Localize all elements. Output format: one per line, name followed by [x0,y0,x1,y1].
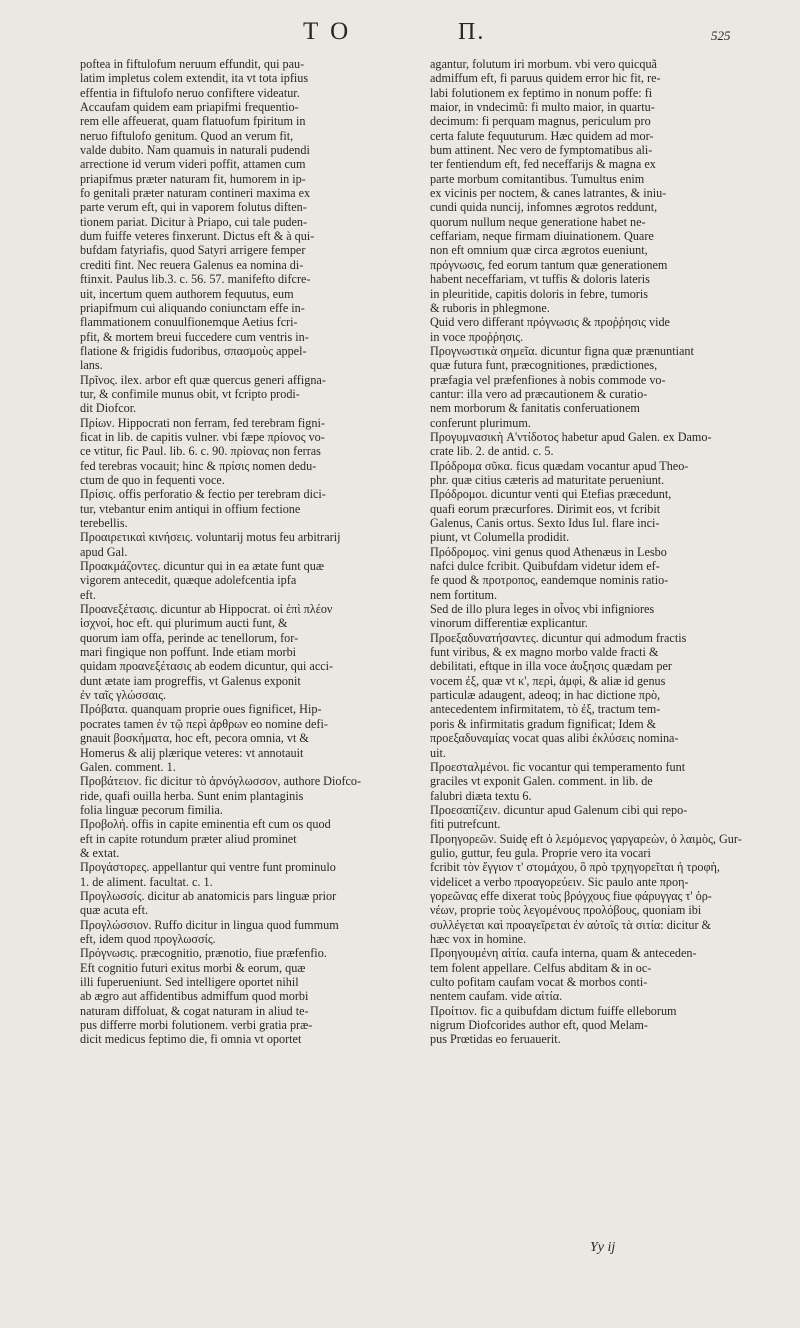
page-header [60,18,760,58]
left-column-line: apud Gal. [80,544,128,559]
left-column-line: pfit, & mortem breui fuccedere cum ventris in- [80,329,309,344]
right-column-line: non eft omnium quæ circa ægrotos eueniunt, [430,243,648,258]
left-column-line: effentia in fiftulofo neruo confiftere videatur. [80,85,300,100]
left-column-line: tur, vtebantur enim antiqui in offium fectione [80,501,301,516]
left-column-line: eft. [80,587,96,602]
left-column-line: Πρόβατα. quanquam proprie oues fignificet, Hip- [80,702,322,717]
right-column-line: ceffariam, neque firmam diuinationem. Quare [430,229,654,244]
left-column-line: poftea in fiftulofum neruum effundit, qui pau- [80,57,305,71]
left-column-line: Προβάτειον. fic dicitur τὸ ἀρνόγλωσσον, authore Diofco- [80,774,362,789]
right-column-line: hæc vox in homine. [430,931,527,946]
left-column-line: tionem pariat. Dicitur à Priapo, cui tale puden- [80,214,308,229]
right-column-line: labi folutionem ex feptimo in nonum poffe: fi [430,85,653,100]
right-column-line: nentem caufam. vide αἰτία. [430,989,563,1004]
left-column-line: valde dubito. Nam quamuis in naturali pudendi [80,143,310,158]
right-column-line: quafi eorum præcurfores. Dirimit eos, vt fcribit [430,501,661,516]
left-column-line: Accaufam quidem eam priapifmi frequentio- [80,100,299,115]
left-column-line: Πρόγνωσις. præcognitio, prænotio, fiue præfenfio. [80,946,327,961]
left-column-line: neruo fiftulofo genitum. Quod an verum fit, [80,128,294,143]
left-column-line: flammationem conuulfionemque Aetius fcri- [80,315,298,330]
signature-mark: Yy ij [590,1240,616,1255]
left-column-line: quorum iam offa, perinde ac tenellorum, for- [80,630,299,645]
left-column-line: bufdam fatyriafis, quod Satyri arrigere femper [80,243,306,258]
left-column-line: Προανεξέτασις. dicuntur ab Hippocrat. οἱ ἐπὶ πλέον [80,602,333,617]
left-column-line: Πρίων. Hippocrati non ferram, fed terebram figni- [80,415,325,430]
left-column-line: uit, incertum quem authorem fequutus, eum [80,286,294,301]
left-column-line: folia linguæ pecorum fimilia. [80,802,223,817]
right-column-line: Sed de illo plura leges in οἶνος vbi infigniores [430,602,655,617]
left-column-line: priapifmum cui aliquando coniunctam effe in- [80,300,305,315]
left-column-line: Προγάστορες. appellantur qui ventre funt prominulo [80,860,336,875]
right-column-line: fcribit τὸν ἔγγιον τ' στομάχου, ὃ πρὸ τρχηγορεῖται ἡ τροφὴ, [430,860,720,875]
left-column-line: quidam προανεξέτασις ab eodem dicuntur, qui acci- [80,659,334,674]
left-column-line: Homerus & alij plærique veteres: vt annotauit [80,745,304,760]
left-column-line: ficat in lib. de capitis vulner. vbi fæpe πρίονος vo- [80,429,325,444]
right-column-line: pus Prœtidas eo feruauerit. [430,1032,561,1047]
right-column-line: falubri diæta textu 6. [430,788,532,803]
right-column-line: parte morbum comitantibus. Tumultus enim [430,171,645,186]
left-column-line: ftinxit. Paulus lib.3. c. 56. 57. manifefto difcre- [80,272,311,287]
right-column-line: nafci dulce fcribit. Quibufdam videtur idem ef- [430,559,660,574]
right-column-line: præfagia vel præfenfiones à nobis commode vo- [430,372,666,387]
left-column-line: ce vtitur, fic Paul. lib. 6. c. 90. πρίονας non ferras [80,444,321,459]
right-column-line: Πρόδρομοι. dicuntur venti qui Etefias præcedunt, [430,487,672,502]
right-column-line: ex vicinis per noctem, & canes latrantes, & iniu- [430,186,667,201]
right-column-line: quæ futura funt, præcognitiones, prædictiones, [430,358,658,373]
right-column-line: nigrum Diofcorides author eft, quod Melam- [430,1018,648,1033]
right-column-line: agantur, folutum iri morbum. vbi vero quicquã [430,57,657,71]
right-column-line: poris & infirmitatis gradum fignificat; Idem & [430,716,657,731]
left-column-line: Προακμάζοντες. dicuntur qui in ea ætate funt quæ [80,559,324,574]
left-column-line: eft, idem quod προγλωσσίς. [80,931,216,946]
left-column-line: 1. de aliment. facultat. c. 1. [80,874,213,889]
right-column-line: ter fentiendum eft, fed neceffarijs & magna ex [430,157,656,172]
right-column-line: antecedentem infirmitatem, τὸ ἐξ, tractum tem- [430,702,661,717]
left-column-line: Προγλώσσιον. Ruffo dicitur in lingua quod fummum [80,917,339,932]
right-column-line: in voce προῤῥησις. [430,329,524,344]
left-column-line: pus differre morbi folutionem. verbi gratia præ- [80,1018,313,1033]
left-column-line: naturam diffoluat, & cogat naturam in aliud te- [80,1003,309,1018]
left-column-line: eft in capite rotundum præter aliud prominet [80,831,297,846]
running-head-right: П. [458,19,486,45]
right-column-line: Προεσαπίζειν. dicuntur apud Galenum cibi qui repo- [430,802,688,817]
right-column-line: habent neceffariam, vt tuffis & doloris lateris [430,272,650,287]
left-column-line: flatione & frigidis fudoribus, σπασμοὺς appel- [80,343,307,358]
right-column-line: & ruboris in phlegmone. [430,300,550,315]
right-column-line: maior, in vndecimũ: fi multo maior, in quartu- [430,100,655,115]
right-column-line: uit. [430,745,446,760]
right-column-line: culto pofitam caufam vocat & morbos conti- [430,975,648,989]
right-column-line: tem folent appellare. Celfus abditam & in oc- [430,960,652,975]
left-column-line: Προαιρετικαὶ κινήσεις. voluntarij motus feu arbitrarij [80,530,341,545]
left-column [80,57,410,1047]
right-column-line: Προγυμνασικὴ A'ντίδοτος habetur apud Galen. ex Damo- [430,429,712,444]
left-column-line: gnauit βοσκήματα, hoc eft, pecora omnia, vt & [80,731,309,746]
right-column-line: nem fortitum. [430,587,498,602]
right-column-line: bum attinent. Nec vero de fymptomatibus ali- [430,143,653,158]
right-column-line: conferunt plurimum. [430,415,531,430]
left-column-line: fo genitali præter naturam contineri maxima ex [80,186,311,201]
right-column-line: quorum nullum neque generatione habet ne- [430,214,646,229]
left-column-line: dum fuiffe veteres finxerunt. Dictus eft & à qui- [80,229,315,244]
left-column-line: tur, & confimile munus obit, vt fcripto prodi- [80,386,300,401]
right-column-line: Quid vero differant πρόγνωσις & προῤῥησις vide [430,315,670,330]
left-column-line: ἐν ταῖς γλώσσαις. [80,688,167,703]
right-column-line: vinorum differentiæ explicantur. [430,616,588,631]
right-column-line: Προεσταλμένοι. fic vocantur qui temperamento funt [430,759,686,774]
right-column-line: piunt, vt Columella prodidit. [430,530,570,545]
left-column-line: Galen. comment. 1. [80,759,176,774]
right-column-line: Προίτιον. fic a quibufdam dictum fuiffe elleborum [430,1003,677,1018]
right-column-line: funt viribus, & ex magno morbo valde fracti & [430,645,659,660]
left-column-line: crediti fint. Nec reuera Galenus ea nomina di- [80,257,304,272]
right-column-line: Προηγορεῶν. Suidę eft ὁ λεμόμενος γαργαρεὼν, ὁ λαιμὸς, Gur- [430,831,742,846]
left-column-line: vigorem antecedit, quæque adolefcentia ipfa [80,573,297,588]
left-column-line: pocrates tamen ἐν τῷ περὶ ἀρθρων eo nomine defi- [80,716,328,731]
right-column-line: συλλέγεται καὶ προαγεῖρεται ἐν αὐτοῖς τὰ σιτία: dicitur & [430,917,712,932]
right-column-line: γορεῶνας effe dixerat τοὺς βρόγχους fiue φάρυγγας τ' ὀρ- [430,888,712,903]
right-column-line: Galenus, Canis ortus. Sexto Idus Iul. flare inci- [430,516,660,530]
left-column-line: ctum de quo in fequenti voce. [80,472,225,487]
right-column-line: decimum: fi perquam magnus, periculum pro [430,114,651,129]
left-column-line: ἰσχνοί, hoc eft. qui plurimum aucti funt, & [80,616,288,631]
left-column-line: terebellis. [80,516,128,530]
right-column-line: Προεξαδυνατήσαντες. dicuntur qui admodum fractis [430,630,687,645]
left-column-line: rem elle affeuerat, quam flatuofum fpiritum in [80,114,306,129]
right-column-line: νέων, proprie τοὺς λεγομένους προλόβους, quoniam ibi [430,903,702,918]
right-column-line: cundi quida nuncij, infomnes ægrotos reddunt, [430,200,658,215]
left-column-line: & extat. [80,845,120,860]
right-column-line: Προγνωστικὰ σημεῖα. dicuntur figna quæ prænuntiant [430,343,694,358]
running-head-left: T O [303,18,352,45]
left-column-line: latim impletus colem extendit, ita vt tota ipfius [80,71,309,86]
right-column-line: fiti putrefcunt. [430,817,501,832]
right-column-line: certa falute fequuturum. Hæc quidem ad mor- [430,128,654,143]
left-column-line: priapifmus præter naturam fit, humorem in ip- [80,171,306,186]
right-column-line: Πρόδρομος. vini genus quod Athenæus in Lesbo [430,544,667,559]
right-column-line: admiffum eft, fi paruus quidem error hic fit, re- [430,71,661,86]
right-column-line: videlicet a verbo προαγορεύειν. Sic paulo ante πρoη- [430,874,689,889]
left-column-line: fed terebras vocauit; hinc & πρίσις nomen dedu- [80,458,317,473]
right-column-line: gulio, guttur, feu gula. Proprie vero ita vocari [430,845,651,860]
left-column-line: Πρίσις. offis perforatio & fectio per terebram dici- [80,487,326,502]
right-column-line: particulæ adaugent, adeoq; in hac dictione πρὸ, [430,688,661,703]
left-column-line: illi fuperueniunt. Sed intelligere oportet nihil [80,975,299,989]
right-column-line: crate lib. 2. de antid. c. 5. [430,444,554,459]
right-column-line: προεξαδυναμίας vocat quas alibi ἐκλύσεις nomina- [430,731,679,746]
left-column-line: Προγλωσσίς. dicitur ab anatomicis pars linguæ prior [80,888,337,903]
right-column-line: nem morborum & fanitatis conferuationem [430,401,640,416]
left-column-line: arrectione id verum videri poffit, attamen cum [80,157,306,172]
left-column-line: Προβολή. offis in capite eminentia eft cum os quod [80,817,331,832]
left-column-line: dicit medicus feptimo die, fi omnia vt oportet [80,1032,302,1047]
left-column-line: Πρῖνος. ilex. arbor eft quæ quercus generi affigna- [80,372,326,387]
right-column-line: cantur: illa vero ad præcautionem & curatio- [430,386,648,401]
left-column-line: ab ægro aut affidentibus admiffum quod morbi [80,989,309,1004]
left-column-line: Eft cognitio futuri exitus morbi & eorum, quæ [80,960,306,975]
left-column-line: lans. [80,358,103,373]
right-column-line: in pleuritide, capitis doloris in febre, tumoris [430,286,648,301]
left-column-line: dunt ætate iam progreffis, vt Galenus exponit [80,673,301,688]
right-column [430,57,760,1047]
left-column-line: ride, quafi ouilla herba. Sunt enim plantaginis [80,788,304,803]
right-column-line: phr. quæ citius cæteris ad maturitate perueniunt. [430,472,665,487]
right-column-line: fe quod & προτροπος, eandemque nominis ratio- [430,573,669,588]
right-column-line: Προηγουμένη αἰτία. caufa interna, quam & anteceden- [430,946,697,961]
left-column-line: quæ acuta eft. [80,903,149,918]
right-column-line: vocem ἐξ, quæ vt κ', περὶ, ἀμφὶ, & aliæ id genus [430,673,666,688]
right-column-line: πρόγνωσις, fed eorum tantum quæ generationem [430,257,668,272]
right-column-line: debilitati, eftque in illa voce ἀυξησις quædam per [430,659,672,674]
right-column-line: graciles vt exponit Galen. comment. in lib. de [430,774,653,789]
right-column-line: Πρόδρομα σῦκα. ficus quædam vocantur apud Theo- [430,458,689,473]
left-column-line: parte verum eft, qui in vaporem folutus diften- [80,200,307,215]
left-column-line: dit Diofcor. [80,401,137,416]
left-column-line: mari fingique non poffunt. Inde etiam morbi [80,645,297,660]
page-number: 525 [711,28,731,43]
